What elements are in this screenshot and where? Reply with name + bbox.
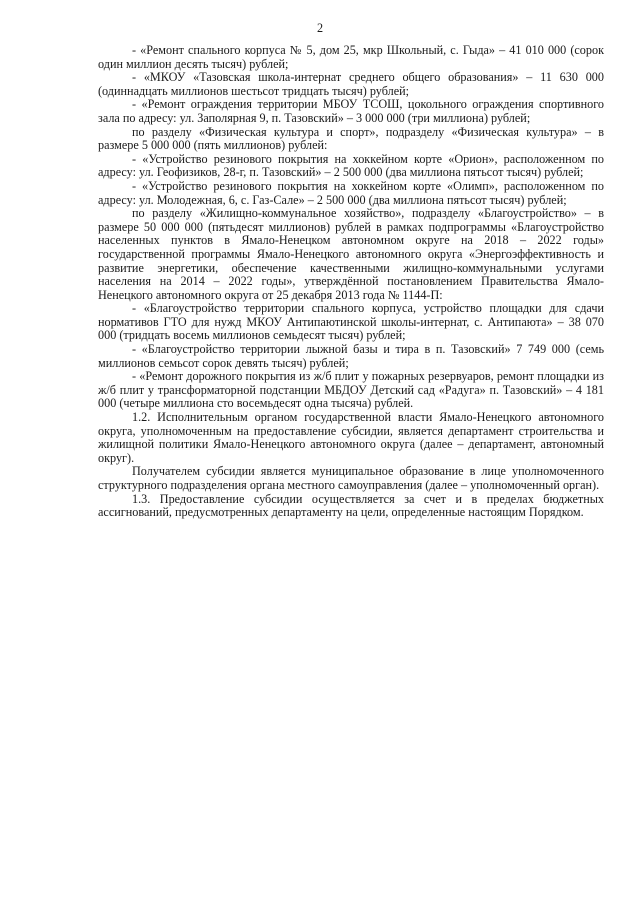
- paragraph-housing-communal-section: по разделу «Жилищно-коммунальное хозяйство», подразделу «Благоустройство» – в размере 50 000 000 (пятьдесят миллионов) рублей в рамках подпрограммы «Благоустройство населенных пунктов в Ямало-Ненецком автономном округе на 2018 – 2022 годы» государственной программы Ямало-Ненецкого автономного округа «Энергоэффективность и развитие энергетики, обеспечение качественными жилищно-коммунальными услугами населения на 2014 – 2022 годы», утверждённой постановлением Правительства Ямало-Ненецкого автономного округа от 25 декабря 2013 года № 1144-П:: [98, 206, 604, 302]
- paragraph-ski-base-shooting-range: - «Благоустройство территории лыжной базы и тира в п. Тазовский» 7 749 000 (семь миллионов семьсот сорок девять тысяч) рублей;: [98, 342, 604, 370]
- paragraph-physical-culture-section: по разделу «Физическая культура и спорт», подразделу «Физическая культура» – в размере 5 000 000 (пять миллионов) рублей:: [98, 124, 604, 153]
- paragraph-clause-1-3: 1.3. Предоставление субсидии осуществляется за счет и в пределах бюджетных ассигнований, предусмотренных департаменту на цели, определенные настоящим Порядком.: [98, 491, 604, 520]
- paragraph-tazovsky-boarding-school: - «МКОУ «Тазовская школа-интернат среднего общего образования» – 11 630 000 (одиннадцать миллионов шестьсот тридцать тысяч) рублей;: [98, 70, 604, 98]
- paragraph-repair-dormitory-gyda: - «Ремонт спального корпуса № 5, дом 25, мкр Школьный, с. Гыда» – 41 010 000 (сорок один миллион десять тысяч) рублей;: [98, 43, 604, 71]
- paragraph-fence-repair-tsosh: - «Ремонт ограждения территории МБОУ ТСОШ, цокольного ограждения спортивного зала по адресу: ул. Заполярная 9, п. Тазовский» – 3 000 000 (три миллиона) рублей;: [98, 97, 604, 125]
- paragraph-olimp-hockey-rink: - «Устройство резинового покрытия на хоккейном корте «Олимп», расположенном по адресу: ул. Молодежная, 6, с. Газ-Сале» – 2 500 000 (два миллиона пятьсот тысяч) рублей;: [98, 178, 604, 207]
- paragraph-orion-hockey-rink: - «Устройство резинового покрытия на хоккейном корте «Орион», расположенном по адресу: ул. Геофизиков, 28-г, п. Тазовский» – 2 500 000 (два миллиона пятьсот тысяч) рублей;: [98, 151, 604, 180]
- paragraph-clause-1-2: 1.2. Исполнительным органом государственной власти Ямало-Ненецкого автономного округа, уполномоченным на предоставление субсидии, является департамент строительства и жилищной политики Ямало-Ненецкого автономного округа (далее – департамент, автономный округ).: [98, 410, 604, 465]
- page-number: 2: [316, 21, 324, 35]
- document-body: [98, 44, 604, 520]
- paragraph-subsidy-recipient: Получателем субсидии является муниципальное образование в лице уполномоченного структурного подразделения органа местного самоуправления (далее – уполномоченный орган).: [98, 464, 604, 492]
- paragraph-gto-site-antipayuta: - «Благоустройство территории спального корпуса, устройство площадки для сдачи нормативов ГТО для нужд МКОУ Антипаютинской школы-интернат, с. Антипаюта» – 38 070 000 (тридцать восемь миллионов семьдесят тысяч) рублей;: [98, 301, 604, 343]
- paragraph-road-surface-repair: - «Ремонт дорожного покрытия из ж/б плит у пожарных резервуаров, ремонт площадки из ж/б плит у трансформаторной подстанции МБДОУ Детский сад «Радуга» п. Тазовский» – 4 181 000 (четыре миллиона сто восемьдесят одна тысяча) рублей.: [98, 369, 604, 411]
